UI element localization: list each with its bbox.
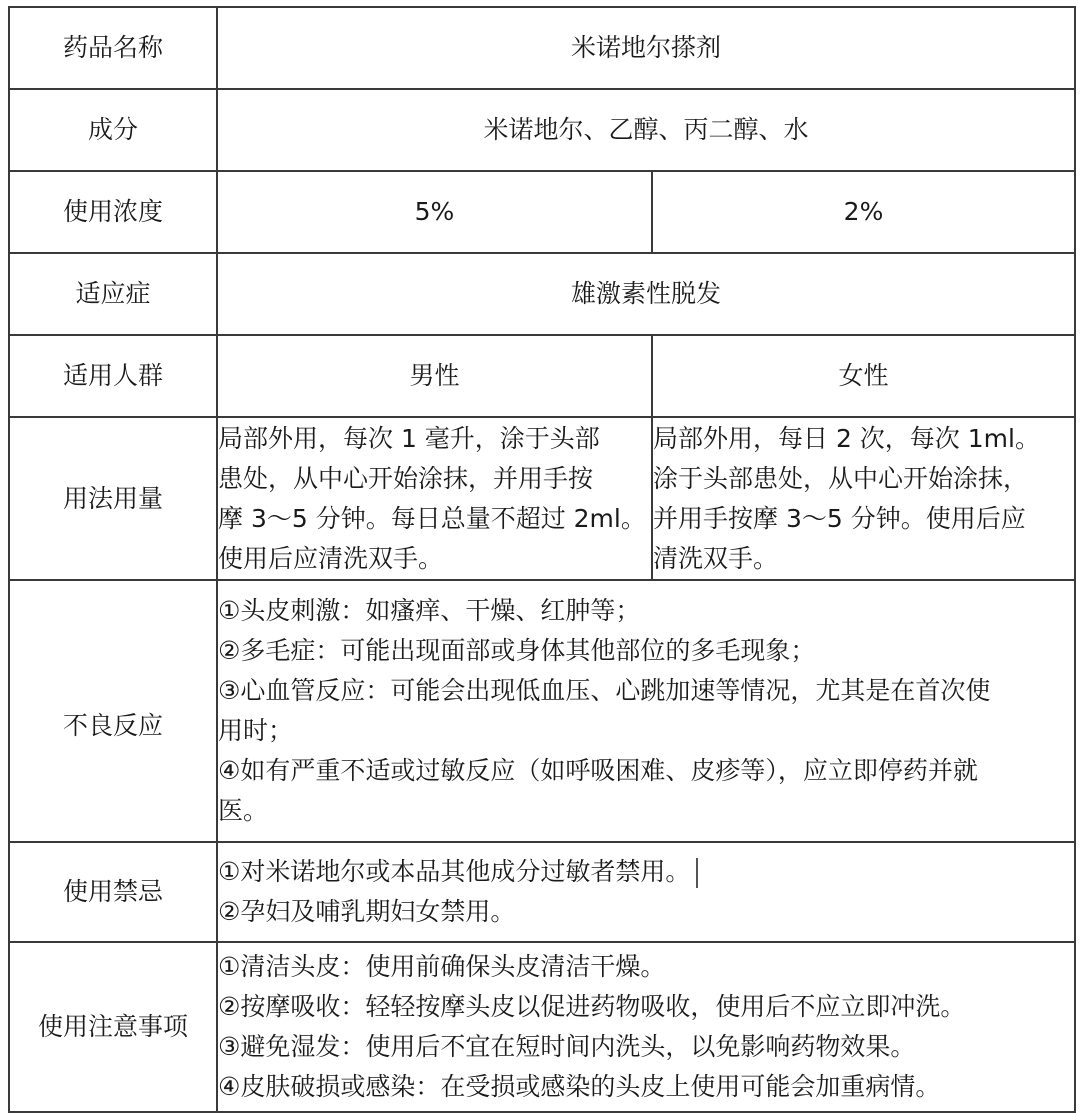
row-contraindications [9,842,1075,942]
row-precautions [9,942,1075,1112]
adverse-reaction-item: 医。 [218,796,269,825]
dosage-male-line: 使用后应清洗双手。 [218,543,444,573]
dosage-male-cell [217,417,652,580]
dosage-female-cell [652,417,1075,580]
row-label-concentration: 使用浓度 [9,171,217,253]
precautions-cell [217,942,1075,1112]
dosage-male-line: 局部外用，每次 1 毫升，涂于头部 [218,423,600,453]
precaution-item: ③避免湿发：使用后不宜在短时间内洗头，以免影响药物效果。 [218,1032,916,1061]
drug-info-table [8,6,1076,1113]
precaution-item: ④皮肤破损或感染：在受损或感染的头皮上使用可能会加重病情。 [218,1072,941,1101]
row-concentration [9,171,1075,253]
population-male-value: 男性 [217,335,652,417]
adverse-reaction-item: 用时； [218,716,294,745]
row-label-population: 适用人群 [9,335,217,417]
row-label-adverse-reactions: 不良反应 [9,580,217,842]
row-adverse-reactions [9,580,1075,842]
concentration-male-value: 5% [217,171,652,253]
row-population [9,335,1075,417]
row-dosage [9,417,1075,580]
row-label-indication: 适应症 [9,253,217,335]
concentration-female-value: 2% [652,171,1075,253]
row-drug-name [9,7,1075,89]
indication-value: 雄激素性脱发 [217,253,1075,335]
row-label-ingredients: 成分 [9,89,217,171]
precaution-item: ①清洁头皮：使用前确保头皮清洁干燥。 [218,952,666,981]
dosage-female-line: 并用手按摩 3～5 分钟。使用后应 [653,503,1026,533]
adverse-reaction-item: ③心血管反应：可能会出现低血压、心跳加速等情况，尤其是在首次使 [218,676,991,705]
adverse-reaction-item: ②多毛症：可能出现面部或身体其他部位的多毛现象； [218,636,816,665]
ingredients-value: 米诺地尔、乙醇、丙二醇、水 [217,89,1075,171]
dosage-female-line: 局部外用，每日 2 次，每次 1ml。 [653,423,1040,453]
row-label-precautions: 使用注意事项 [9,942,217,1112]
row-label-dosage: 用法用量 [9,417,217,580]
adverse-reaction-item: ①头皮刺激：如瘙痒、干燥、红肿等； [218,596,641,625]
row-ingredients [9,89,1075,171]
contraindication-item [218,852,1074,892]
contraindications-cell [217,842,1075,942]
row-label-contraindications: 使用禁忌 [9,842,217,942]
contraindication-item: ②孕妇及哺乳期妇女禁用。 [218,897,516,926]
text-cursor [696,858,698,888]
dosage-female-line: 清洗双手。 [653,543,779,573]
row-indication [9,253,1075,335]
dosage-female-line: 涂于头部患处，从中心开始涂抹， [653,463,1029,493]
row-label-drug-name: 药品名称 [9,7,217,89]
dosage-male-line: 患处，从中心开始涂抹，并用手按 [218,463,594,493]
adverse-reaction-item: ④如有严重不适或过敏反应（如呼吸困难、皮疹等），应立即停药并就 [218,756,978,785]
drug-name-value: 米诺地尔搽剂 [217,7,1075,89]
dosage-male-line: 摩 3～5 分钟。每日总量不超过 2ml。 [218,503,646,533]
adverse-reactions-cell [217,580,1075,842]
precaution-item: ②按摩吸收：轻轻按摩头皮以促进药物吸收，使用后不应立即冲洗。 [218,992,966,1021]
population-female-value: 女性 [652,335,1075,417]
contraindication-text: ①对米诺地尔或本品其他成分过敏者禁用。 [218,857,691,886]
